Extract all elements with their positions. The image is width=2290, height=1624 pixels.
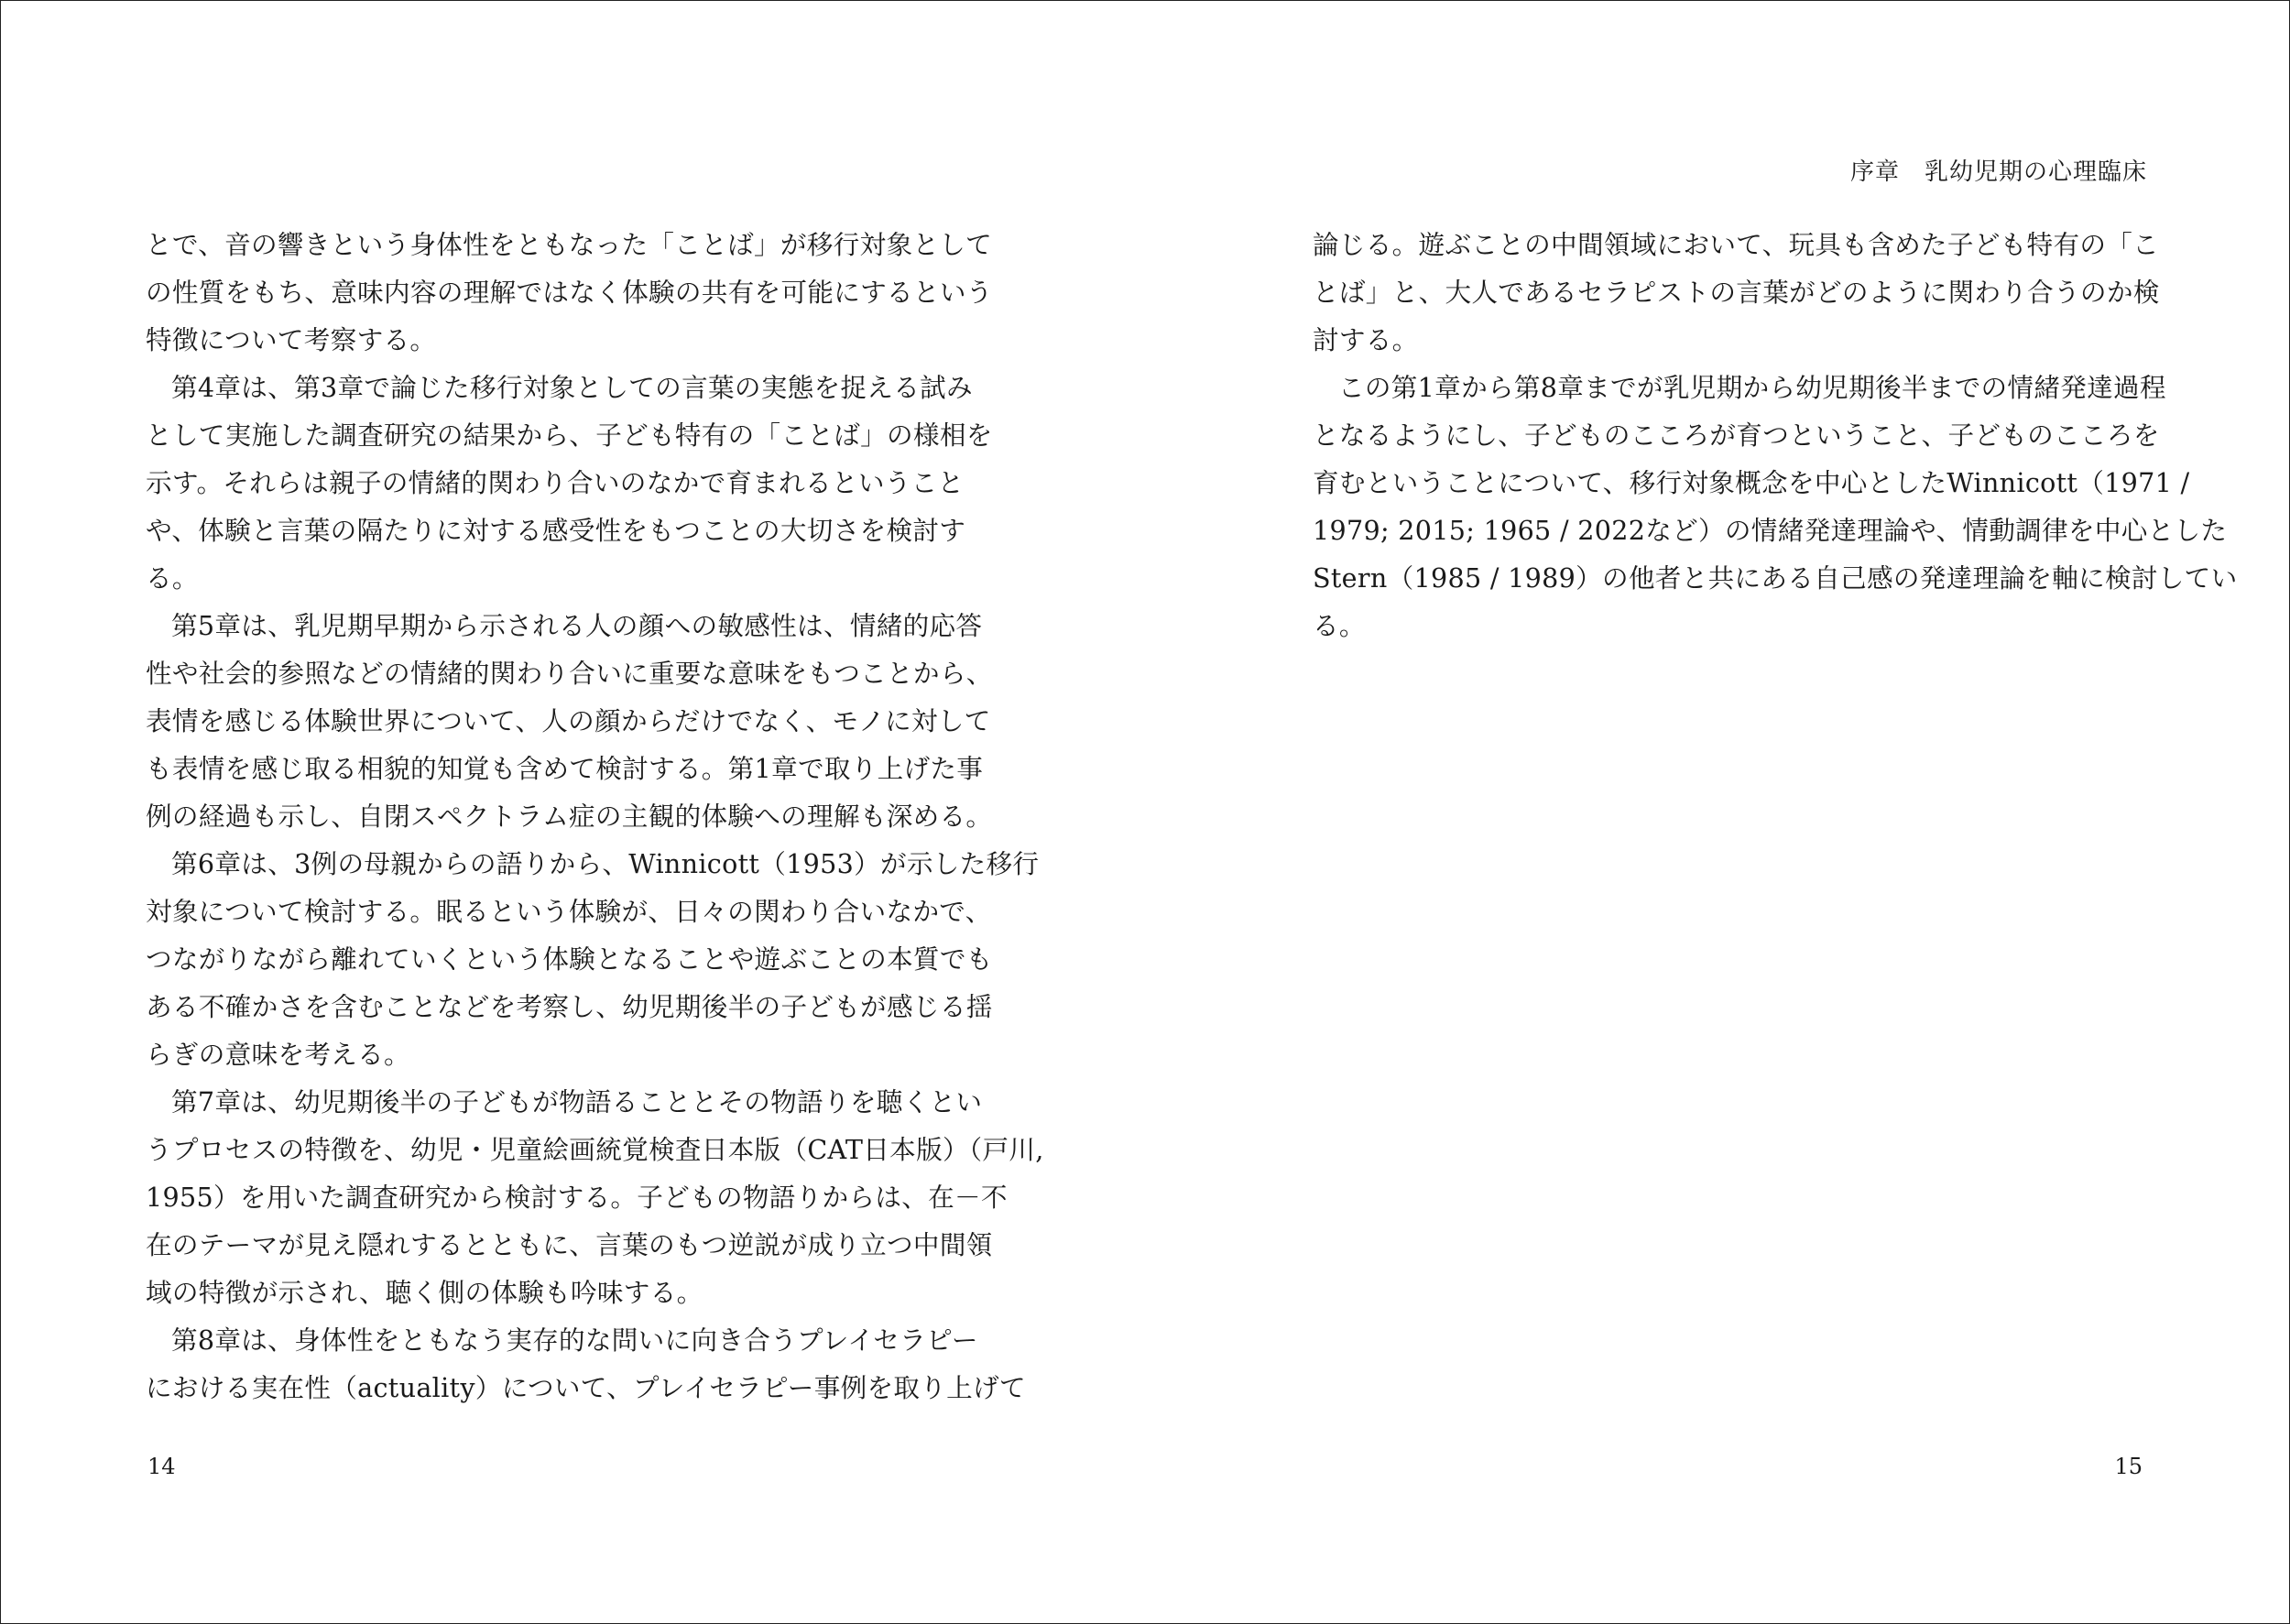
text-line: 性や社会的参照などの情緒的関わり合いに重要な意味をもつことから、 <box>146 658 993 689</box>
text-line: この第1章から第8章までが乳児期から幼児期後半までの情緒発達過程 <box>1338 372 2166 403</box>
text-line: 1979; 2015; 1965 / 2022など）の情緒発達理論や、情動調律を中心とした <box>1313 515 2228 546</box>
text-line: ある不確かさを含むことなどを考察し、幼児期後半の子どもが感じる揺 <box>146 991 993 1022</box>
text-line: も表情を感じ取る相貌的知覚も含めて検討する。第1章で取り上げた事 <box>146 753 984 784</box>
page-number-left: 14 <box>147 1454 176 1479</box>
text-line: 例の経過も示し、自閉スペクトラム症の主観的体験への理解も深める。 <box>146 801 993 832</box>
text-line: 第7章は、幼児期後半の子どもが物語ることとその物語りを聴くとい <box>171 1086 983 1117</box>
text-line: となるようにし、子どものこころが育つということ、子どものこころを <box>1313 420 2160 451</box>
text-line: る。 <box>1313 610 1366 641</box>
text-line: の性質をもち、意味内容の理解ではなく体験の共有を可能にするという <box>146 277 993 308</box>
text-line: として実施した調査研究の結果から、子ども特有の「ことば」の様相を <box>146 420 993 451</box>
text-line: 第5章は、乳児期早期から示される人の顔への敏感性は、情緒的応答 <box>171 610 983 641</box>
text-line: 対象について検討する。眠るという体験が、日々の関わり合いなかで、 <box>146 896 992 927</box>
text-line: とば」と、大人であるセラピストの言葉がどのように関わり合うのか検 <box>1313 277 2160 308</box>
text-line: らぎの意味を考える。 <box>146 1039 410 1070</box>
left-page-body <box>146 221 1044 1411</box>
page-number-right: 15 <box>2114 1454 2143 1479</box>
text-line: における実在性（actuality）について、プレイセラピー事例を取り上げて <box>146 1372 1026 1403</box>
text-line: うプロセスの特徴を、幼児・児童絵画統覚検査日本版（CAT日本版）（戸川, <box>146 1134 1044 1165</box>
text-line: とで、音の響きという身体性をともなった「ことば」が移行対象として <box>146 229 993 260</box>
text-line: 討する。 <box>1313 324 1419 355</box>
text-line: 在のテーマが見え隠れするとともに、言葉のもつ逆説が成り立つ中間領 <box>146 1229 993 1260</box>
text-line: 育むということについて、移行対象概念を中心としたWinnicott（1971 / <box>1313 467 2190 498</box>
text-line: 域の特徴が示され、聴く側の体験も吟味する。 <box>146 1277 703 1308</box>
text-line: 第4章は、第3章で論じた移行対象としての言葉の実態を捉える試み <box>171 372 973 403</box>
text-line: 1955）を用いた調査研究から検討する。子どもの物語りからは、在－不 <box>146 1182 1008 1213</box>
text-line: 特徴について考察する。 <box>146 324 437 355</box>
text-line: つながりながら離れていくという体験となることや遊ぶことの本質でも <box>146 943 993 975</box>
text-line: 示す。それらは親子の情緒的関わり合いのなかで育まれるということ <box>146 467 965 498</box>
text-line: 表情を感じる体験世界について、人の顔からだけでなく、モノに対して <box>146 705 991 736</box>
text-line: や、体験と言葉の隔たりに対する感受性をもつことの大切さを検討す <box>146 515 966 546</box>
text-line: 第8章は、身体性をともなう実存的な問いに向き合うプレイセラピー <box>171 1324 978 1356</box>
text-line: 第6章は、3例の母親からの語りから、Winnicott（1953）が示した移行 <box>171 848 1040 879</box>
text-line: 論じる。遊ぶことの中間領域において、玩具も含めた子ども特有の「こ <box>1313 229 2160 260</box>
running-header: 序章 乳幼児期の心理臨床 <box>1849 158 2147 186</box>
text-line: る。 <box>146 562 199 594</box>
right-page-body <box>1313 221 2238 649</box>
text-line: Stern（1985 / 1989）の他者と共にある自己感の発達理論を軸に検討してい <box>1313 562 2238 594</box>
